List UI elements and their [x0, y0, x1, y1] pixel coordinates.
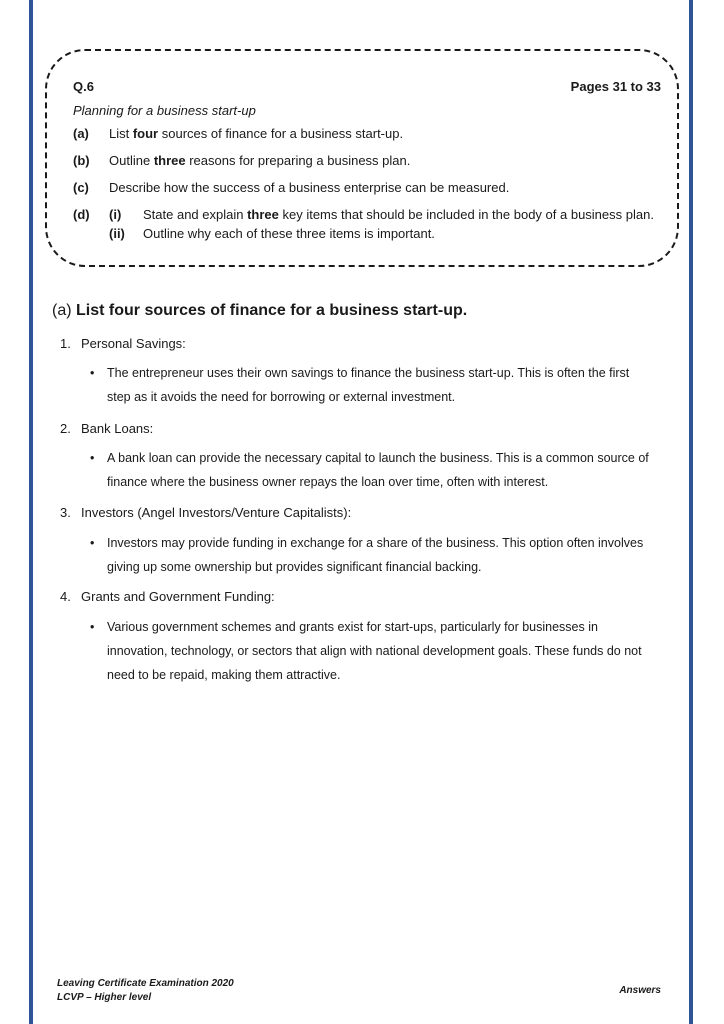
part-text: reasons for preparing a business plan. [185, 153, 411, 168]
part-emphasis: three [247, 207, 279, 222]
list-item-bullet [90, 615, 650, 687]
part-text: List [109, 126, 133, 141]
part-emphasis: four [132, 126, 159, 141]
question-number: Q.6 [73, 79, 94, 94]
bullet-text: Various government schemes and grants exist for start-ups, particularly for businesses in innovation, technology, or sectors that align with national development goals. These funds do not need to be repaid, making them attractive. [107, 620, 642, 682]
question-part-d-i [73, 207, 654, 222]
list-item-bullet [90, 531, 650, 579]
list-item-title [60, 589, 275, 604]
answer-prefix: (a) [52, 302, 76, 319]
part-text: Outline [109, 153, 154, 168]
list-item-title [60, 505, 351, 520]
answer-heading [52, 302, 467, 320]
part-text: sources of finance for a business start-up. [158, 126, 404, 141]
list-item-title [60, 421, 153, 436]
list-item-number: 1. [60, 336, 71, 351]
bullet-icon: • [90, 451, 95, 465]
list-item-number: 2. [60, 421, 71, 436]
part-letter: (b) [73, 153, 90, 168]
part-text: key items that should be included in the body of a business plan. [278, 207, 654, 222]
bullet-text: Investors may provide funding in exchange for a share of the business. This option often involves giving up some ownership but provides significant financial backing. [107, 536, 644, 574]
list-item-label: Personal Savings: [81, 336, 186, 351]
bullet-text: A bank loan can provide the necessary capital to launch the business. This is a common source of finance where the business owner repays the loan over time, often with interest. [107, 451, 649, 489]
page-border-left [29, 0, 33, 1024]
bullet-icon: • [90, 536, 95, 550]
part-letter: (d) [73, 207, 90, 222]
sub-part-label: (i) [109, 207, 122, 222]
part-letter: (a) [73, 126, 89, 141]
question-part-d-ii [109, 226, 435, 241]
part-text: Outline why each of these three items is important. [143, 226, 435, 241]
page-border-right [689, 0, 693, 1024]
question-pages: Pages 31 to 33 [570, 79, 661, 94]
list-item-label: Grants and Government Funding: [81, 589, 275, 604]
list-item-label: Bank Loans: [81, 421, 154, 436]
footer-line: LCVP – Higher level [57, 992, 152, 1003]
part-text: Describe how the success of a business enterprise can be measured. [109, 180, 510, 195]
part-emphasis: three [153, 153, 186, 168]
list-item-bullet [90, 361, 650, 409]
question-part-c [73, 180, 509, 195]
question-part-a [73, 126, 403, 141]
footer-answers-label: Answers [619, 985, 661, 996]
list-item-title [60, 336, 186, 351]
bullet-text: The entrepreneur uses their own savings to finance the business start-up. This is often the first step as it avoids the need for borrowing or external investment. [107, 366, 630, 404]
bullet-icon: • [90, 366, 95, 380]
bullet-icon: • [90, 620, 95, 634]
list-item-number: 4. [60, 589, 71, 604]
part-letter: (c) [73, 180, 89, 195]
answer-heading-text: List four sources of finance for a business start-up. [76, 302, 468, 319]
list-item-number: 3. [60, 505, 71, 520]
sub-part-label: (ii) [109, 226, 125, 241]
part-text: State and explain [143, 207, 248, 222]
list-item-bullet [90, 446, 650, 494]
question-title: Planning for a business start-up [73, 103, 256, 118]
question-part-b [73, 153, 410, 168]
footer-exam-info [57, 977, 234, 1005]
footer-line: Leaving Certificate Examination 2020 [57, 978, 234, 989]
list-item-label: Investors (Angel Investors/Venture Capitalists): [81, 505, 352, 520]
